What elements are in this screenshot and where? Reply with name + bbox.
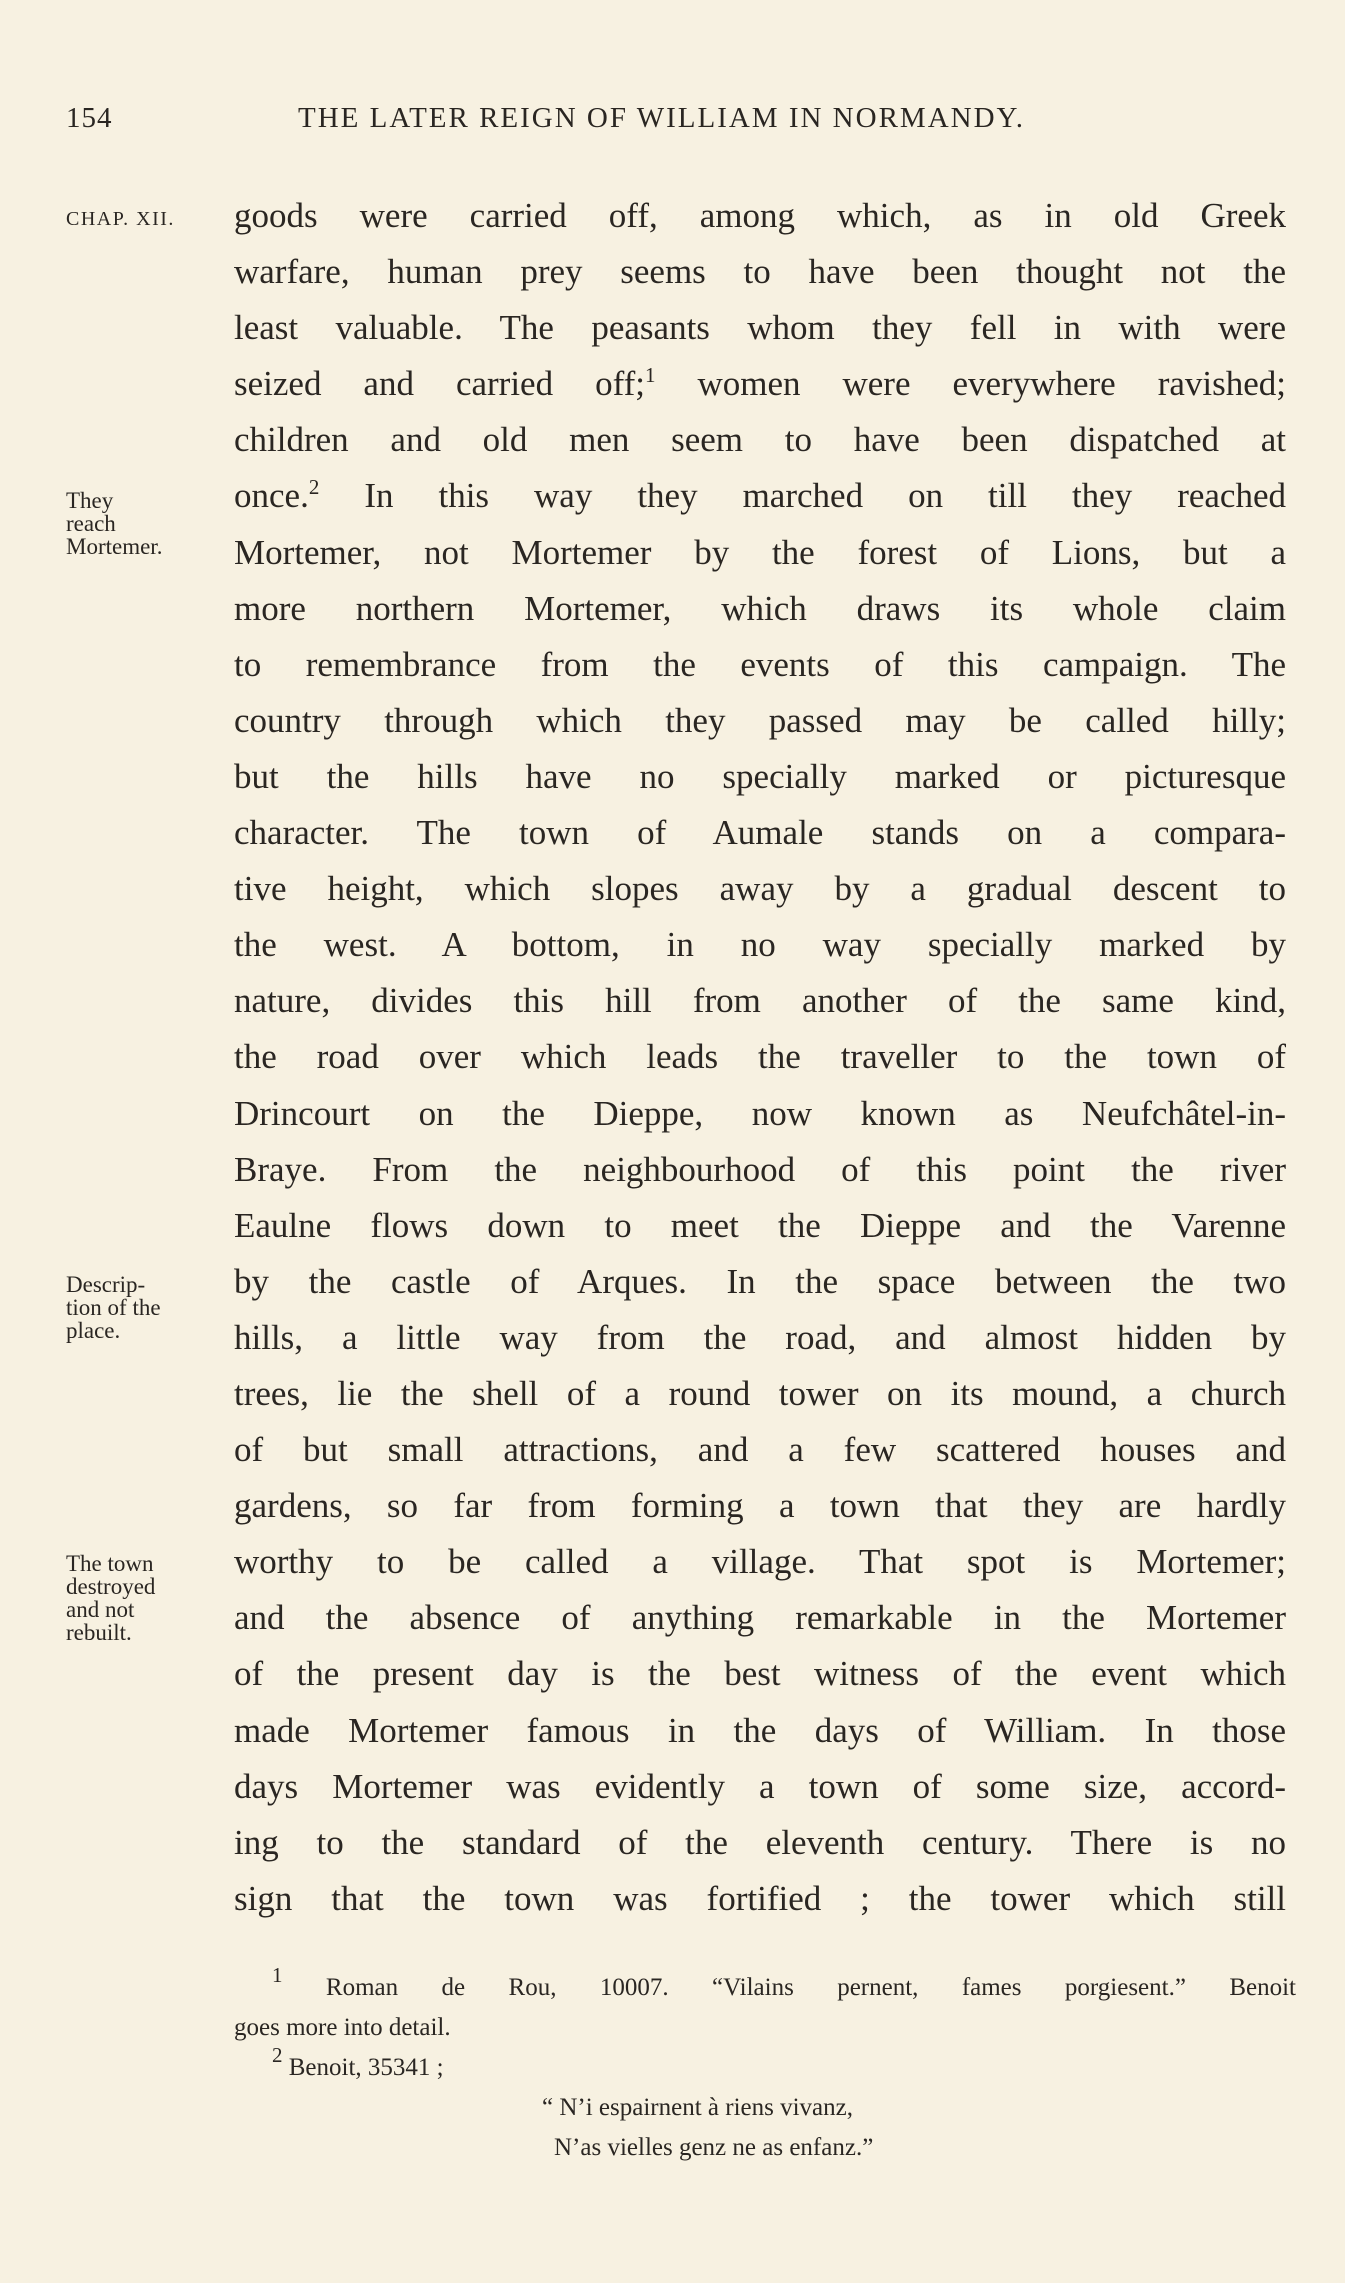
footnote-marker: 1	[644, 363, 656, 388]
sidenote-line: The town	[66, 1551, 154, 1576]
body-line: nature, divides this hill from another of the same kind,	[234, 981, 1286, 1021]
footnote-1	[234, 1963, 1297, 2008]
running-title: THE LATER REIGN OF WILLIAM IN NORMANDY.	[298, 102, 1025, 134]
footnote-2	[234, 2043, 1296, 2088]
body-line: made Mortemer famous in the days of William. In those	[234, 1710, 1286, 1750]
body-line: but the hills have no specially marked or picturesque	[234, 756, 1286, 796]
body-line: Drincourt on the Dieppe, now known as Neufchâtel-in-	[234, 1093, 1286, 1133]
sidenote-line: place.	[66, 1318, 121, 1343]
chapter-label: CHAP. XII.	[66, 208, 175, 230]
body-line: gardens, so far from forming a town that they are hardly	[234, 1486, 1286, 1526]
body-line: hills, a little way from the road, and almost hidden by	[234, 1317, 1286, 1357]
sidenote-line: destroyed	[66, 1574, 156, 1599]
body-line	[234, 356, 1286, 412]
body-line: least valuable. The peasants whom they fell in with were	[234, 308, 1286, 348]
body-line: goods were carried off, among which, as in old Greek	[234, 196, 1286, 235]
body-line: and the absence of anything remarkable in the Mortemer	[234, 1598, 1286, 1638]
sidenote-description-of-place	[66, 1273, 226, 1342]
body-line: Eaulne flows down to meet the Dieppe and the Varenne	[234, 1205, 1286, 1245]
footnote-text: Benoit, 35341 ;	[288, 2054, 444, 2081]
body-line-text: once.	[234, 476, 309, 516]
sidenote-they-reach-mortemer	[66, 489, 226, 558]
page-number: 154	[66, 102, 113, 134]
sidenote-line: Descrip-	[66, 1272, 146, 1297]
body-line-text: seized and carried off;	[234, 364, 645, 404]
body-line: trees, lie the shell of a round tower on its mound, a church	[234, 1373, 1286, 1413]
sidenote-line: and not	[66, 1597, 135, 1622]
page-header	[66, 102, 1238, 152]
body-line: children and old men seem to have been dispatched at	[234, 420, 1286, 460]
footnote-1-continued: goes more into detail.	[234, 2014, 451, 2041]
body-line: the road over which leads the traveller to the town of	[234, 1037, 1286, 1077]
footnote-quote-line: “ N’i espairnent à riens vivanz,	[542, 2094, 853, 2121]
footnote-quote-line: N’as vielles genz ne as enfanz.”	[554, 2134, 874, 2161]
sidenote-line: tion of the	[66, 1295, 161, 1320]
body-line-text: women were everywhere ravished;	[655, 364, 1286, 404]
body-line: of but small attractions, and a few scattered houses and	[234, 1430, 1286, 1470]
sidenote-line: Mortemer.	[66, 534, 163, 559]
body-line	[234, 468, 1286, 524]
sidenote-line: rebuilt.	[66, 1620, 132, 1645]
footnote-text: Roman de Rou, 10007. “Vilains pernent, fames porgiesent.” Benoit	[325, 1974, 1297, 2001]
body-line: ing to the standard of the eleventh century. There is no	[234, 1822, 1286, 1862]
body-line: warfare, human prey seems to have been thought not the	[234, 252, 1286, 292]
body-line: Braye. From the neighbourhood of this point the river	[234, 1149, 1286, 1189]
body-line: Mortemer, not Mortemer by the forest of Lions, but a	[234, 532, 1286, 572]
sidenote-town-destroyed	[66, 1552, 226, 1644]
body-line: of the present day is the best witness of the event which	[234, 1654, 1286, 1694]
body-line: more northern Mortemer, which draws its whole claim	[234, 588, 1286, 628]
body-line: tive height, which slopes away by a gradual descent to	[234, 869, 1286, 909]
body-line: to remembrance from the events of this campaign. The	[234, 644, 1286, 684]
footnote-marker: 2	[272, 2043, 283, 2067]
footnote-marker: 1	[272, 1963, 283, 1987]
sidenote-line: reach	[66, 511, 116, 536]
body-line: country through which they passed may be called hilly;	[234, 700, 1286, 740]
footnotes	[234, 1963, 1297, 2168]
body-line-text: In this way they marched on till they reached	[319, 476, 1286, 516]
body-line: days Mortemer was evidently a town of some size, accord-	[234, 1766, 1286, 1806]
footnote-marker: 2	[308, 475, 320, 500]
body-text	[234, 188, 1286, 1927]
body-line: sign that the town was fortified ; the tower which still	[234, 1878, 1286, 1918]
body-line: worthy to be called a village. That spot is Mortemer;	[234, 1542, 1286, 1582]
body-line: by the castle of Arques. In the space between the two	[234, 1261, 1286, 1301]
body-line: character. The town of Aumale stands on a compara-	[234, 813, 1286, 853]
body-line: the west. A bottom, in no way specially marked by	[234, 925, 1286, 965]
sidenote-line: They	[66, 488, 114, 513]
